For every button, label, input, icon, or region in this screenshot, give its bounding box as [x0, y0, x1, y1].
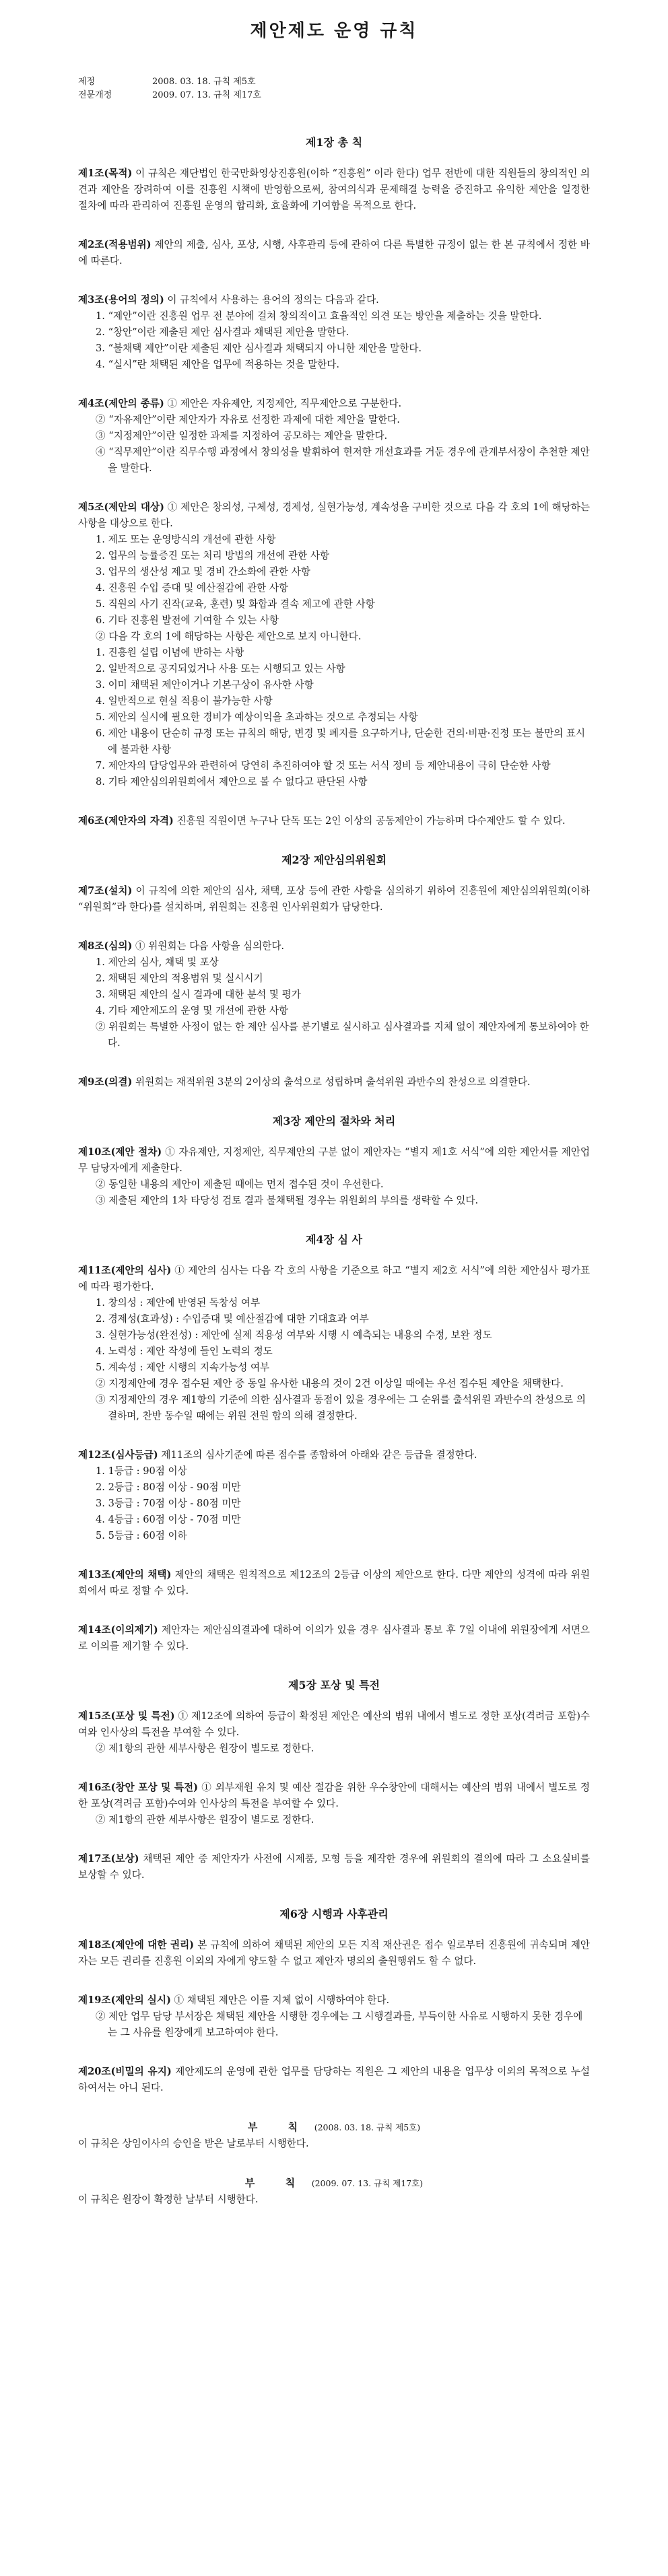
article-body: ① 제안의 심사는 다음 각 호의 사항을 기준으로 하고 “별지 제2호 서식”에 의한 제안심사 평가표에 따라 평가한다.	[78, 1265, 590, 1292]
article-heading: 제20조(비밀의 유지)	[78, 2066, 172, 2077]
article-heading: 제18조(제안에 대한 권리)	[78, 1939, 195, 1951]
article-heading: 제11조(제안의 심사)	[78, 1265, 172, 1276]
article-body: 본 규칙에 의하여 채택된 제안의 모든 지적 재산권은 접수 일로부터 진흥원에 귀속되며 제안자는 모든 권리를 진흥원 이외의 자에게 양도할 수 없고 제안자 명의의 출원행위도 할 수 없다.	[78, 1939, 591, 1967]
list-item: 3. 업무의 생산성 제고 및 경비 간소화에 관한 사항	[96, 566, 310, 578]
list-item: 4. 4등급 : 60점 이상 - 70점 미만	[96, 1514, 241, 1525]
list-item: 2. 2등급 : 80점 이상 - 90점 미만	[96, 1482, 241, 1493]
article-body: ① 제안은 자유제안, 지정제안, 직무제안으로 구분한다.	[167, 398, 402, 409]
list-item: 5. 5등급 : 60점 이하	[96, 1530, 187, 1541]
meta-label: 제정	[78, 77, 96, 87]
article-body: 위원회는 재적위원 3분의 2이상의 출석으로 성립하며 출석위원 과반수의 찬성으로 의결한다.	[135, 1076, 531, 1088]
article-heading: 제10조(제안 절차)	[78, 1146, 162, 1158]
list-item: 2. 경제성(효과성) : 수입증대 및 예산절감에 대한 기대효과 여부	[96, 1313, 369, 1325]
article-1	[78, 166, 590, 214]
list-item: 2. “창안”이란 제출된 제안 심사결과 채택된 제안을 말한다.	[96, 326, 349, 338]
list-item: ② 지정제안에 경우 접수된 제안 중 동일 유사한 내용의 것이 2건 이상일 때에는 우선 접수된 제안을 채택한다.	[96, 1378, 564, 1389]
addendum-date: (2008. 03. 18. 규칙 제5호)	[314, 2122, 421, 2132]
list-item: 8. 기타 제안심의위원회에서 제안으로 볼 수 없다고 판단된 사항	[96, 776, 368, 788]
article-2	[78, 237, 590, 269]
enactment-row	[78, 75, 590, 89]
article-body: 제안자는 제안심의결과에 대하여 이의가 있을 경우 심사결과 통보 후 7일 이내에 위원장에게 서면으로 이의를 제기할 수 있다.	[78, 1624, 591, 1652]
list-item: ③ 지정제안의 경우 제1항의 기준에 의한 심사결과 동점이 있을 경우에는 그 순위를 출석위원 과반수의 찬성으로 의결하며, 찬반 동수일 때에는 위원 전원 합의 의해 결정한다.	[96, 1394, 586, 1422]
chapter-1-title: 제1장 총 칙	[305, 136, 363, 149]
article-heading: 제9조(의결)	[78, 1076, 133, 1088]
chapter-4-title: 제4장 심 사	[305, 1233, 363, 1246]
article-body: 제11조의 심사기준에 따른 점수를 종합하여 아래와 같은 등급을 결정한다.	[161, 1449, 477, 1461]
article-body: 이 규칙은 재단법인 한국만화영상진흥원(이하 “진흥원” 이라 한다) 업무 전반에 대한 직원들의 창의적인 의견과 제안을 장려하여 이를 진흥원 시책에 반영함으로써, 참여의식과 문제해결 능력을 증진하고 유익한 제안을 일정한 절차에 따라 관리하여 진흥원 운영의 합리화, 효율화에 기여함을 목적으로 한다.	[78, 168, 591, 211]
addendum-body: 이 규칙은 상임이사의 승인을 받은 날로부터 시행한다.	[78, 2138, 309, 2149]
article-heading: 제8조(심의)	[78, 940, 133, 952]
list-item: 1. 제안의 심사, 채택 및 포상	[96, 956, 219, 968]
list-item: 1. 창의성 : 제안에 반영된 독창성 여부	[96, 1297, 261, 1309]
list-item: 5. 직원의 사기 진작(교육, 훈련) 및 화합과 결속 제고에 관한 사항	[96, 598, 375, 610]
addendum-heading	[78, 2119, 590, 2136]
document-title: 제안제도 운영 규칙	[250, 21, 418, 41]
paragraph-item: ② 다음 각 호의 1에 해당하는 사항은 제안으로 보지 아니한다.	[96, 631, 362, 642]
list-item: 3. 이미 채택된 제안이거나 기본구상이 유사한 사항	[96, 679, 314, 691]
article-3	[78, 292, 590, 373]
article-19	[78, 1992, 590, 2041]
list-item: ④ “직무제안”이란 직무수행 과정에서 창의성을 발휘하여 현저한 개선효과를 거둔 경우에 관계부서장이 추천한 제안을 말한다.	[96, 446, 590, 474]
article-20	[78, 2064, 590, 2096]
article-4	[78, 396, 590, 477]
article-heading: 제17조(보상)	[78, 1853, 139, 1865]
list-item: ③ “지정제안”이란 일정한 과제를 지정하여 공모하는 제안을 말한다.	[96, 430, 388, 442]
list-item: 1. 제도 또는 운영방식의 개선에 관한 사항	[96, 534, 276, 545]
article-body: 제안제도의 운영에 관한 업무를 담당하는 직원은 그 제안의 내용을 업무상 이외의 목적으로 누설하여서는 아니 된다.	[78, 2066, 590, 2093]
article-heading: 제14조(이의제기)	[78, 1624, 158, 1636]
article-body: ① 자유제안, 지정제안, 직무제안의 구분 없이 제안자는 “별지 제1호 서식”에 의한 제안서를 제안업무 담당자에게 제출한다.	[78, 1146, 591, 1174]
list-item: ② 동일한 내용의 제안이 제출된 때에는 먼저 접수된 것이 우선한다.	[96, 1179, 384, 1190]
article-heading: 제13조(제안의 채택)	[78, 1569, 172, 1580]
list-item: 4. 일반적으로 현실 적용이 불가능한 사항	[96, 695, 273, 707]
article-15	[78, 1708, 590, 1757]
meta-value: 2008. 03. 18. 규칙 제5호	[152, 77, 256, 87]
article-body: ① 채택된 제안은 이를 지체 없이 시행하여야 한다.	[174, 1994, 390, 2006]
article-body: 이 규칙에 의한 제안의 심사, 채택, 포상 등에 관한 사항을 심의하기 위하여 진흥원에 제안심의위원회(이하 “위원회”라 한다)를 설치하며, 위원회는 진흥원 인사위원회가 담당한다.	[78, 885, 590, 913]
article-14	[78, 1622, 590, 1655]
revision-row	[78, 89, 590, 102]
chapter-6-title: 제6장 시행과 사후관리	[279, 1908, 389, 1920]
list-item: 4. “실시”란 채택된 제안을 업무에 적용하는 것을 말한다.	[96, 359, 340, 370]
enactment-info	[78, 75, 590, 102]
article-body: 진흥원 직원이면 누구나 단독 또는 2인 이상의 공동제안이 가능하며 다수제안도 할 수 있다.	[176, 815, 566, 827]
article-16	[78, 1780, 590, 1828]
list-item: 3. 실현가능성(완전성) : 제안에 실제 적용성 여부와 시행 시 예측되는 내용의 수정, 보완 정도	[96, 1329, 492, 1341]
article-heading: 제7조(설치)	[78, 885, 133, 897]
article-heading: 제1조(목적)	[78, 168, 133, 179]
article-heading: 제16조(창안 포상 및 특전)	[78, 1782, 199, 1793]
list-item: 4. 노력성 : 제안 작성에 들인 노력의 정도	[96, 1346, 273, 1357]
article-13	[78, 1567, 590, 1599]
article-body: 제안의 채택은 원칙적으로 제12조의 2등급 이상의 제안으로 한다. 다만 제안의 성격에 따라 위원회에서 따로 정할 수 있다.	[78, 1569, 591, 1597]
list-item: 6. 제안 내용이 단순히 규정 또는 규칙의 해당, 변경 및 폐지를 요구하거나, 단순한 건의·비판·진정 또는 불만의 표시에 불과한 사항	[96, 728, 585, 755]
list-item: ② 제안 업무 담당 부서장은 채택된 제안을 시행한 경우에는 그 시행결과를, 부득이한 사유로 시행하지 못한 경우에는 그 사유를 원장에게 보고하여야 한다.	[96, 2011, 583, 2038]
article-body: ① 제12조에 의하여 등급이 확정된 제안은 예산의 범위 내에서 별도로 정한 포상(격려금 포함)수여와 인사상의 특전을 부여할 수 있다.	[78, 1710, 591, 1738]
addendum-2	[78, 2175, 590, 2208]
article-11	[78, 1263, 590, 1424]
article-heading: 제5조(제안의 대상)	[78, 501, 164, 513]
list-item: ③ 제출된 제안의 1차 타당성 검토 결과 불채택될 경우는 위원회의 부의를 생략할 수 있다.	[96, 1195, 479, 1206]
article-heading: 제15조(포상 및 특전)	[78, 1710, 175, 1722]
article-body: ① 위원회는 다음 사항을 심의한다.	[135, 940, 285, 952]
chapter-5-title: 제5장 포상 및 특전	[288, 1679, 380, 1692]
addendum-head: 부 칙	[247, 2121, 312, 2133]
list-item: 3. 3등급 : 70점 이상 - 80점 미만	[96, 1498, 241, 1509]
article-body: 이 규칙에서 사용하는 용어의 정의는 다음과 같다.	[167, 294, 379, 306]
list-item: 6. 기타 진흥원 발전에 기여할 수 있는 사항	[96, 615, 279, 626]
list-item: 1. 진흥원 설립 이념에 반하는 사항	[96, 647, 244, 658]
addendum-1	[78, 2119, 590, 2152]
article-heading: 제2조(적용범위)	[78, 239, 152, 250]
list-item: 2. 일반적으로 공지되었거나 사용 또는 시행되고 있는 사항	[96, 663, 345, 674]
article-10	[78, 1144, 590, 1209]
article-body: 제안의 제출, 심사, 포상, 시행, 사후관리 등에 관하여 다른 특별한 규정이 없는 한 본 규칙에서 정한 바에 따른다.	[78, 239, 590, 267]
list-item: 2. 업무의 능률증진 또는 처리 방법의 개선에 관한 사항	[96, 550, 330, 561]
addendum-date: (2009. 07. 13. 규칙 제17호)	[311, 2178, 424, 2188]
article-body: ① 제안은 창의성, 구체성, 경제성, 실현가능성, 계속성을 구비한 것으로 다음 각 호의 1에 해당하는 사항을 대상으로 한다.	[78, 501, 590, 529]
addendum-heading	[78, 2175, 590, 2192]
list-item: 3. 채택된 제안의 실시 결과에 대한 분석 및 평가	[96, 989, 301, 1000]
article-heading: 제19조(제안의 실시)	[78, 1994, 171, 2006]
chapter-3-title: 제3장 제안의 절차와 처리	[272, 1115, 396, 1127]
list-item: 1. “제안”이란 진흥원 업무 전 분야에 걸쳐 창의적이고 효율적인 의견 또는 방안을 제출하는 것을 말한다.	[96, 310, 542, 322]
article-8	[78, 938, 590, 1051]
list-item: 3. “불채택 제안”이란 제출된 제안 심사결과 채택되지 아니한 제안을 말한다.	[96, 343, 422, 354]
article-6	[78, 813, 590, 829]
list-item: ② 제1항의 관한 세부사항은 원장이 별도로 정한다.	[96, 1743, 314, 1754]
article-5	[78, 499, 590, 790]
article-7	[78, 883, 590, 915]
list-item: 1. 1등급 : 90점 이상	[96, 1465, 187, 1477]
article-17	[78, 1851, 590, 1883]
article-12	[78, 1447, 590, 1544]
article-body: ① 외부재원 유치 및 예산 절감을 위한 우수창안에 대해서는 예산의 범위 내에서 별도로 정한 포상(격려금 포함)수여와 인사상의 특전을 부여할 수 있다.	[78, 1782, 591, 1809]
article-heading: 제12조(심사등급)	[78, 1449, 158, 1461]
article-heading: 제6조(제안자의 자격)	[78, 815, 174, 827]
chapter-2-title: 제2장 제안심의위원회	[281, 854, 387, 866]
list-item: ② 위원회는 특별한 사정이 없는 한 제안 심사를 분기별로 실시하고 심사결과를 지체 없이 제안자에게 통보하여야 한다.	[96, 1021, 589, 1049]
article-body: 채택된 제안 중 제안자가 사전에 시제품, 모형 등을 제작한 경우에 위원회의 결의에 따라 그 소요실비를 보상할 수 있다.	[78, 1853, 591, 1881]
list-item: 4. 진흥원 수입 증대 및 예산절감에 관한 사항	[96, 582, 289, 594]
list-item: ② “자유제안”이란 제안자가 자유로 선정한 과제에 대한 제안을 말한다.	[96, 414, 400, 425]
list-item: 5. 제안의 실시에 필요한 경비가 예상이익을 초과하는 것으로 추정되는 사항	[96, 711, 418, 723]
addendum-head: 부 칙	[244, 2177, 309, 2189]
addendum-body: 이 규칙은 원장이 확정한 날부터 시행한다.	[78, 2194, 259, 2205]
meta-value: 2009. 07. 13. 규칙 제17호	[152, 90, 261, 100]
list-item: 5. 계속성 : 제안 시행의 지속가능성 여부	[96, 1362, 270, 1373]
list-item: ② 제1항의 관한 세부사항은 원장이 별도로 정한다.	[96, 1814, 314, 1825]
list-item: 7. 제안자의 담당업무와 관련하여 당연히 추진하여야 할 것 또는 서식 정비 등 제안내용이 극히 단순한 사항	[96, 760, 551, 771]
article-heading: 제4조(제안의 종류)	[78, 398, 164, 409]
list-item: 2. 채택된 제안의 적용범위 및 실시시기	[96, 973, 263, 984]
article-heading: 제3조(용어의 정의)	[78, 294, 164, 306]
article-18	[78, 1937, 590, 1970]
article-9	[78, 1074, 590, 1090]
list-item: 4. 기타 제안제도의 운영 및 개선에 관한 사항	[96, 1005, 289, 1016]
meta-label: 전문개정	[78, 90, 112, 100]
